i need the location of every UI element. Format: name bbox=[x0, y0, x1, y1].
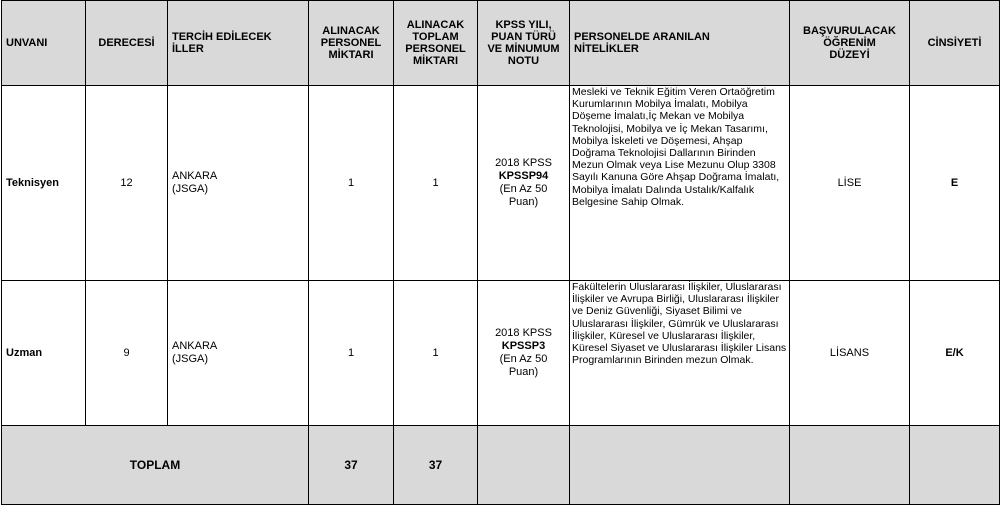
header-cinsiyet bbox=[910, 1, 1000, 86]
header-unvani bbox=[2, 1, 86, 86]
total-empty-ogrenim bbox=[790, 426, 910, 505]
row-kpss-year: 2018 KPSS bbox=[495, 327, 552, 339]
header-tercih-line1: TERCİH EDİLECEK bbox=[172, 31, 272, 43]
header-nitelikler bbox=[570, 1, 790, 86]
header-toplam-line1: ALINACAK bbox=[406, 19, 465, 31]
total-empty-nitelikler bbox=[570, 426, 790, 505]
header-nitelik-line2: NİTELİKLER bbox=[574, 43, 639, 55]
header-unvani-label: UNVANI bbox=[6, 37, 48, 49]
header-alinacak-line1: ALINACAK bbox=[322, 25, 380, 37]
table-row bbox=[2, 86, 1000, 281]
row-il-line2: (JSGA) bbox=[172, 353, 209, 365]
header-ogrenim-line1: BAŞVURULACAK bbox=[803, 25, 896, 37]
row-cinsiyet: E bbox=[910, 86, 1000, 281]
header-kpss-line3: VE MİNUMUM bbox=[487, 43, 560, 55]
row-kpss-min2: Puan) bbox=[508, 196, 539, 208]
row-ogrenim: LİSE bbox=[790, 86, 910, 281]
header-toplam-line2: TOPLAM bbox=[412, 31, 459, 43]
header-kpss-line1: KPSS YILI, bbox=[495, 19, 552, 31]
row-derecesi: 9 bbox=[86, 281, 168, 426]
header-alinacak-line2: PERSONEL bbox=[320, 37, 382, 49]
header-kpss-line2: PUAN TÜRÜ bbox=[491, 31, 556, 43]
row-alinacak: 1 bbox=[309, 86, 394, 281]
row-kpss bbox=[478, 86, 570, 281]
row-nitelikler: Fakültelerin Uluslararası İlişkiler, Uluslararası İlişkiler ve Avrupa Birliği, Uluslararası İlişkiler ve Deniz Güvenliği, Siyaset Bilimi ve Uluslararası İlişkiler, Gümrük ve Uluslararası İlişkiler, Küresel ve Uluslararası İlişkiler, Küresel Siyaset ve Uluslararası İlişkiler Lisans Programlarının Birinden mezun Olmak. bbox=[570, 281, 790, 426]
row-kpss-min1: (En Az 50 bbox=[499, 183, 548, 195]
header-ogrenim bbox=[790, 1, 910, 86]
header-alinacak bbox=[309, 1, 394, 86]
row-kpss bbox=[478, 281, 570, 426]
row-nitelikler: Mesleki ve Teknik Eğitim Veren Ortaöğretim Kurumlarının Mobilya İmalatı, Mobilya Döşeme İmalatı,İç Mekan ve Mobilya Teknolojisi, Mobilya ve İç Mekan Tasarımı, Mobilya İskeleti ve Döşemesi, Ahşap Doğrama Teknolojisi Dallarının Birinden Mezun Olmak veya Lise Mezunu Olup 3308 Sayılı Kanuna Göre Ahşap Doğrama İmalatı, Mobilya İmalatı Dalında Ustalık/Kalfalık Belgesine Sahip Olmak. bbox=[570, 86, 790, 281]
header-tercih-line2: İLLER bbox=[172, 43, 204, 55]
header-toplam-line3: PERSONEL bbox=[405, 43, 466, 55]
row-unvani: Teknisyen bbox=[2, 86, 86, 281]
row-il-line2: (JSGA) bbox=[172, 183, 209, 195]
row-kpss-min1: (En Az 50 bbox=[499, 353, 548, 365]
row-il-line1: ANKARA bbox=[172, 170, 218, 182]
row-kpss-min2: Puan) bbox=[508, 366, 539, 378]
row-il bbox=[168, 86, 309, 281]
row-toplam: 1 bbox=[394, 86, 478, 281]
header-ogrenim-line3: DÜZEYİ bbox=[829, 49, 870, 61]
row-alinacak: 1 bbox=[309, 281, 394, 426]
row-kpss-code: KPSSP94 bbox=[498, 170, 549, 182]
row-kpss-year: 2018 KPSS bbox=[495, 157, 552, 169]
header-nitelik-line1: PERSONELDE ARANILAN bbox=[574, 31, 710, 43]
header-ogrenim-line2: ÖĞRENİM bbox=[823, 37, 876, 49]
total-empty-kpss bbox=[478, 426, 570, 505]
row-kpss-code: KPSSP3 bbox=[501, 340, 546, 352]
header-kpss bbox=[478, 1, 570, 86]
row-toplam: 1 bbox=[394, 281, 478, 426]
row-ogrenim: LİSANS bbox=[790, 281, 910, 426]
table-row bbox=[2, 281, 1000, 426]
header-derecesi-label: DERECESİ bbox=[98, 37, 155, 49]
row-unvani: Uzman bbox=[2, 281, 86, 426]
header-tercih-iller bbox=[168, 1, 309, 86]
header-toplam-line4: MİKTARI bbox=[412, 55, 458, 67]
row-il-line1: ANKARA bbox=[172, 340, 218, 352]
total-label: TOPLAM bbox=[2, 426, 309, 505]
header-alinacak-line3: MİKTARI bbox=[328, 49, 374, 61]
header-cinsiyet-label: CİNSİYETİ bbox=[927, 37, 982, 49]
total-row bbox=[2, 426, 1000, 505]
row-cinsiyet: E/K bbox=[910, 281, 1000, 426]
total-empty-cinsiyet bbox=[910, 426, 1000, 505]
header-toplam bbox=[394, 1, 478, 86]
total-alinacak: 37 bbox=[309, 426, 394, 505]
header-row bbox=[2, 1, 1000, 86]
row-il bbox=[168, 281, 309, 426]
total-toplam: 37 bbox=[394, 426, 478, 505]
header-kpss-line4: NOTU bbox=[507, 55, 540, 67]
row-derecesi: 12 bbox=[86, 86, 168, 281]
header-derecesi bbox=[86, 1, 168, 86]
personnel-table bbox=[1, 0, 1000, 505]
